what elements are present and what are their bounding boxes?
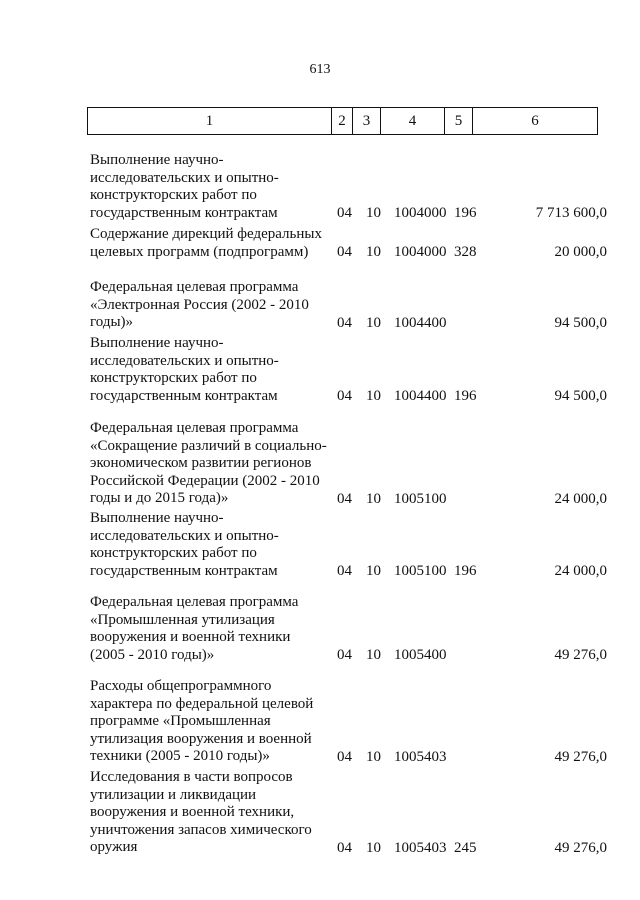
- row-section: 04: [337, 204, 352, 221]
- row-section: 04: [337, 387, 352, 404]
- row-subsection: 10: [366, 490, 381, 507]
- table-row: [0, 279, 640, 332]
- table-row: [0, 678, 640, 766]
- row-subsection: 10: [366, 646, 381, 663]
- row-amount: 49 276,0: [554, 839, 607, 856]
- row-section: 04: [337, 562, 352, 579]
- row-target-article: 1004400: [394, 314, 447, 331]
- row-subsection: 10: [366, 204, 381, 221]
- row-subsection: 10: [366, 748, 381, 765]
- column-header-3: 3: [353, 108, 381, 135]
- row-subsection: 10: [366, 562, 381, 579]
- row-section: 04: [337, 243, 352, 260]
- row-description: Расходы общепрограммного характера по федеральной целевой программе «Промышленная утилизация вооружения и военной техники (2005 - 2010 годы)»: [90, 678, 314, 764]
- row-amount: 20 000,0: [554, 243, 607, 260]
- row-description: Содержание дирекций федеральных целевых программ (подпрограмм): [90, 226, 322, 260]
- table-row: [0, 510, 640, 580]
- row-description: Выполнение научно- исследовательских и опытно- конструкторских работ по государственным контрактам: [90, 510, 279, 579]
- row-target-article: 1005400: [394, 646, 447, 663]
- row-target-article: 1005403: [394, 748, 447, 765]
- row-expense-type: 328: [454, 243, 477, 260]
- row-expense-type: 196: [454, 562, 477, 579]
- row-description: Исследования в части вопросов утилизации и ликвидации вооружения и военной техники, уничтожения запасов химического оружия: [90, 769, 312, 855]
- row-section: 04: [337, 748, 352, 765]
- row-section: 04: [337, 490, 352, 507]
- column-header-6: 6: [473, 108, 598, 135]
- row-subsection: 10: [366, 243, 381, 260]
- column-header-4: 4: [381, 108, 445, 135]
- column-header-1: 1: [88, 108, 332, 135]
- row-expense-type: 196: [454, 387, 477, 404]
- row-description: Выполнение научно- исследовательских и опытно- конструкторских работ по государственным контрактам: [90, 152, 279, 221]
- row-amount: 7 713 600,0: [535, 204, 607, 221]
- row-expense-type: 245: [454, 839, 477, 856]
- row-amount: 49 276,0: [554, 646, 607, 663]
- column-header-5: 5: [445, 108, 473, 135]
- table-row: [0, 152, 640, 222]
- row-section: 04: [337, 839, 352, 856]
- row-section: 04: [337, 646, 352, 663]
- row-amount: 49 276,0: [554, 748, 607, 765]
- row-target-article: 1005100: [394, 490, 447, 507]
- table-row: [0, 226, 640, 261]
- row-amount: 94 500,0: [554, 387, 607, 404]
- row-target-article: 1004000: [394, 204, 447, 221]
- table-row: [0, 420, 640, 508]
- page-number: 613: [309, 62, 331, 77]
- row-target-article: 1005100: [394, 562, 447, 579]
- row-amount: 94 500,0: [554, 314, 607, 331]
- row-subsection: 10: [366, 839, 381, 856]
- row-expense-type: 196: [454, 204, 477, 221]
- row-target-article: 1004400: [394, 387, 447, 404]
- row-description: Федеральная целевая программа «Сокращение различий в социально- экономическом развитии регионов Российской Федерации (2002 - 2010 годы и до 2015 года)»: [90, 420, 327, 506]
- table-row: [0, 594, 640, 664]
- row-section: 04: [337, 314, 352, 331]
- row-subsection: 10: [366, 314, 381, 331]
- row-amount: 24 000,0: [554, 490, 607, 507]
- row-target-article: 1005403: [394, 839, 447, 856]
- row-subsection: 10: [366, 387, 381, 404]
- row-description: Федеральная целевая программа «Промышленная утилизация вооружения и военной техники (2005 - 2010 годы)»: [90, 594, 299, 663]
- row-description: Выполнение научно- исследовательских и опытно- конструкторских работ по государственным контрактам: [90, 335, 279, 404]
- row-target-article: 1004000: [394, 243, 447, 260]
- row-description: Федеральная целевая программа «Электронная Россия (2002 - 2010 годы)»: [90, 279, 309, 330]
- column-header-2: 2: [332, 108, 353, 135]
- table-row: [0, 769, 640, 857]
- table-row: [0, 335, 640, 405]
- row-amount: 24 000,0: [554, 562, 607, 579]
